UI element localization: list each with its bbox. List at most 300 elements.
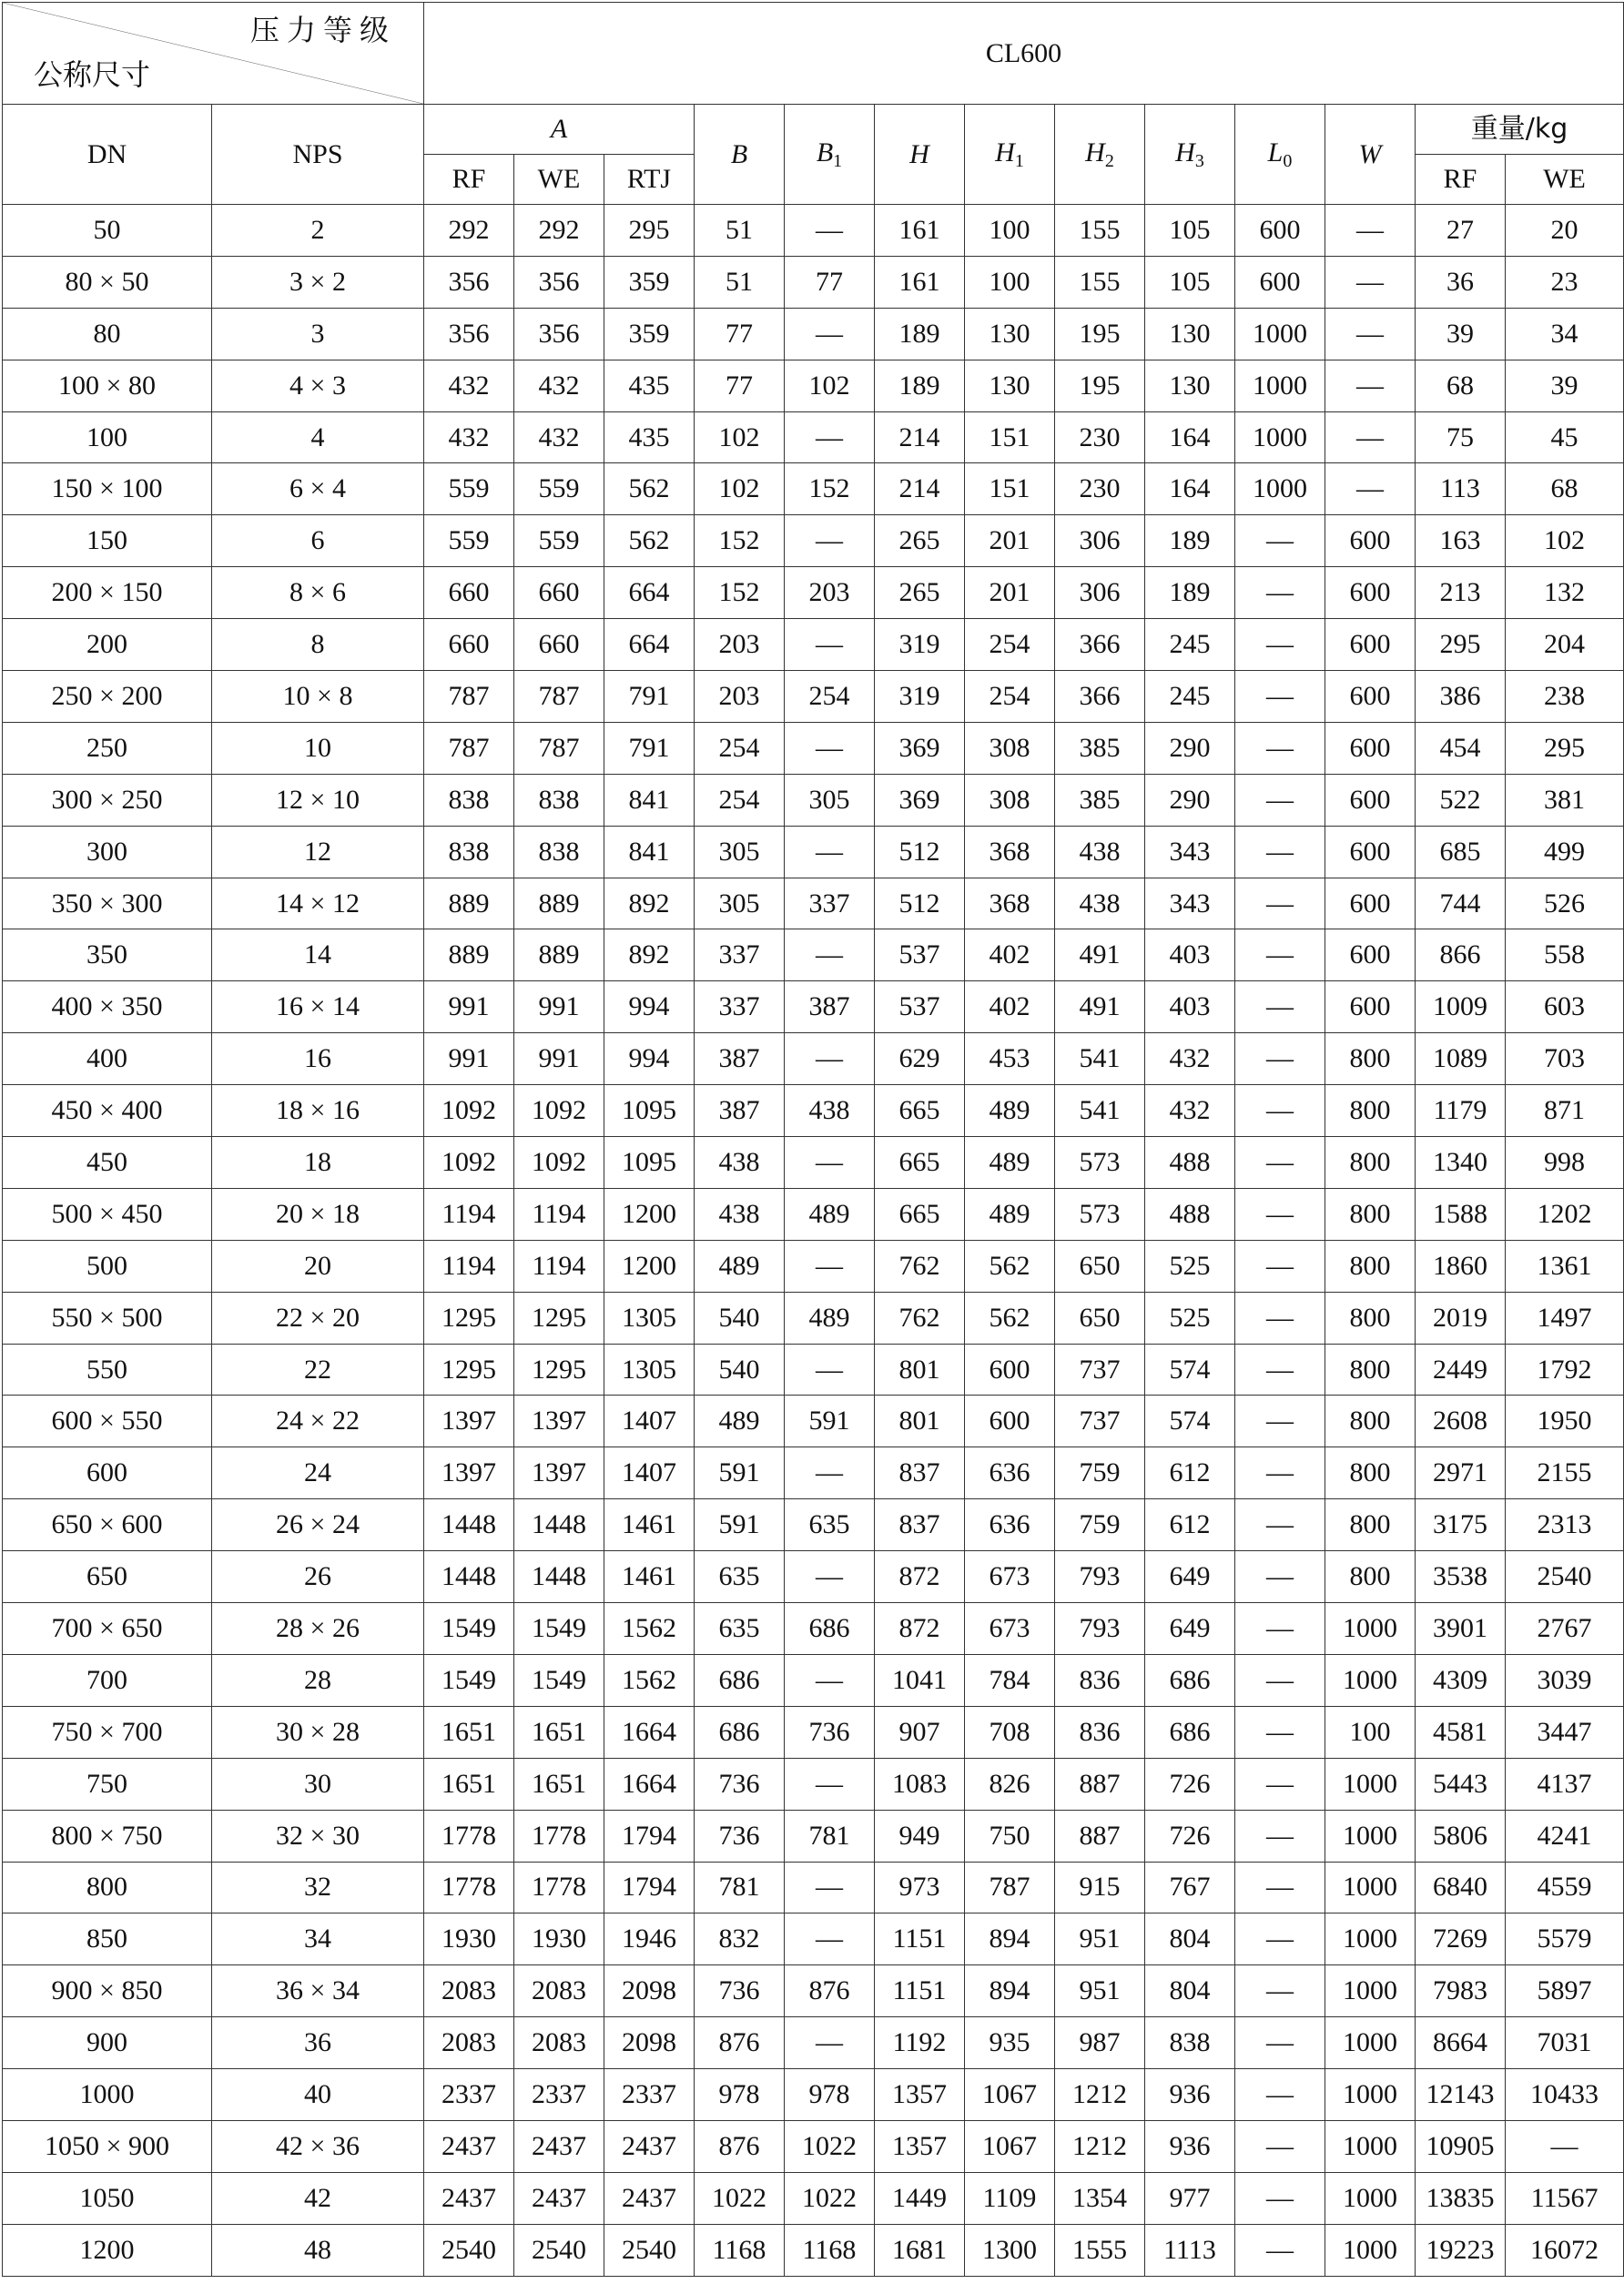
weight-header: 重量/kg: [1416, 105, 1624, 155]
cell-a-rtj: 1305: [604, 1292, 695, 1344]
cell-b1: 781: [785, 1810, 875, 1862]
cell-l0: 1000: [1235, 463, 1325, 515]
cell-a-we: 787: [514, 722, 604, 774]
cell-a-rtj: 841: [604, 826, 695, 878]
cell-a-rf: 559: [424, 463, 514, 515]
cell-h: 512: [875, 878, 965, 929]
cell-h: 1151: [875, 1913, 965, 1965]
cell-weight-rf: 2608: [1416, 1396, 1506, 1447]
cell-h2: 1212: [1055, 2120, 1145, 2172]
cell-w: 800: [1325, 1396, 1416, 1447]
cell-a-rtj: 1794: [604, 1810, 695, 1862]
table-row: [3, 1499, 1624, 1551]
cell-weight-we: 16072: [1506, 2224, 1624, 2276]
cell-nps: 48: [212, 2224, 424, 2276]
cell-dn: 300 × 250: [3, 774, 212, 826]
cell-dn: 1000: [3, 2069, 212, 2121]
cell-weight-rf: 522: [1416, 774, 1506, 826]
cell-a-rtj: 1095: [604, 1085, 695, 1137]
cell-h2: 438: [1055, 878, 1145, 929]
cell-a-rf: 2437: [424, 2120, 514, 2172]
cell-h2: 915: [1055, 1862, 1145, 1913]
table-row: [3, 1188, 1624, 1240]
nps-header: NPS: [212, 105, 424, 205]
cell-w: —: [1325, 360, 1416, 411]
cell-a-rtj: 1461: [604, 1551, 695, 1603]
cell-h1: 254: [965, 619, 1055, 671]
cell-w: 1000: [1325, 2017, 1416, 2069]
cell-b: 686: [695, 1706, 785, 1758]
cell-a-we: 1295: [514, 1344, 604, 1396]
cell-nps: 34: [212, 1913, 424, 1965]
cell-h2: 836: [1055, 1706, 1145, 1758]
cell-a-rf: 1194: [424, 1240, 514, 1292]
cell-a-we: 889: [514, 878, 604, 929]
cell-weight-rf: 2971: [1416, 1447, 1506, 1499]
cell-w: 1000: [1325, 2172, 1416, 2224]
cell-h1: 894: [965, 1913, 1055, 1965]
cell-dn: 1050: [3, 2172, 212, 2224]
cell-w: 600: [1325, 878, 1416, 929]
cell-a-rtj: 1305: [604, 1344, 695, 1396]
cell-h1: 750: [965, 1810, 1055, 1862]
cell-h3: 525: [1145, 1292, 1235, 1344]
cell-h1: 826: [965, 1758, 1055, 1810]
dimension-table: [2, 2, 1624, 2277]
cell-a-rtj: 1461: [604, 1499, 695, 1551]
cell-w: 1000: [1325, 2224, 1416, 2276]
cell-h1: 100: [965, 256, 1055, 308]
cell-a-we: 1194: [514, 1188, 604, 1240]
cell-a-rf: 991: [424, 981, 514, 1033]
cell-b: 203: [695, 619, 785, 671]
cell-h2: 1555: [1055, 2224, 1145, 2276]
cell-w: 800: [1325, 1447, 1416, 1499]
cell-l0: —: [1235, 1033, 1325, 1085]
cell-weight-we: 998: [1506, 1137, 1624, 1189]
cell-h2: 385: [1055, 722, 1145, 774]
cell-h3: 488: [1145, 1137, 1235, 1189]
cell-l0: —: [1235, 567, 1325, 619]
cell-b: 978: [695, 2069, 785, 2121]
cell-h2: 951: [1055, 1965, 1145, 2017]
cell-b1: —: [785, 1862, 875, 1913]
cell-a-we: 2540: [514, 2224, 604, 2276]
cell-h2: 759: [1055, 1447, 1145, 1499]
cell-h3: 838: [1145, 2017, 1235, 2069]
h2-header: $H_2$: [1055, 105, 1145, 205]
cell-a-we: 1092: [514, 1085, 604, 1137]
cell-a-rtj: 1664: [604, 1706, 695, 1758]
cell-weight-we: 2155: [1506, 1447, 1624, 1499]
cell-h2: 491: [1055, 981, 1145, 1033]
cell-nps: 26: [212, 1551, 424, 1603]
cell-a-rf: 889: [424, 929, 514, 981]
cell-weight-we: 34: [1506, 308, 1624, 360]
table-row: [3, 1810, 1624, 1862]
cell-h: 214: [875, 463, 965, 515]
cell-w: 1000: [1325, 1913, 1416, 1965]
cell-b: 736: [695, 1758, 785, 1810]
cell-a-rf: 1549: [424, 1654, 514, 1706]
cell-b1: 736: [785, 1706, 875, 1758]
cell-h2: 438: [1055, 826, 1145, 878]
cell-b: 51: [695, 205, 785, 257]
cell-weight-rf: 19223: [1416, 2224, 1506, 2276]
cell-h3: 130: [1145, 360, 1235, 411]
cell-h: 907: [875, 1706, 965, 1758]
cell-dn: 150: [3, 515, 212, 567]
cell-a-rf: 787: [424, 722, 514, 774]
cell-a-we: 292: [514, 205, 604, 257]
cell-h: 319: [875, 671, 965, 723]
cell-b: 203: [695, 671, 785, 723]
cell-l0: —: [1235, 1965, 1325, 2017]
table-row: [3, 929, 1624, 981]
cell-a-rtj: 1562: [604, 1654, 695, 1706]
cell-h: 629: [875, 1033, 965, 1085]
header-row-2: [3, 105, 1624, 155]
cell-a-rf: 2540: [424, 2224, 514, 2276]
cell-w: 1000: [1325, 2069, 1416, 2121]
cell-weight-we: 7031: [1506, 2017, 1624, 2069]
table-row: [3, 567, 1624, 619]
cell-l0: —: [1235, 774, 1325, 826]
cell-b: 540: [695, 1292, 785, 1344]
cell-weight-we: 3039: [1506, 1654, 1624, 1706]
cell-b1: 152: [785, 463, 875, 515]
cell-a-we: 2083: [514, 2017, 604, 2069]
cell-h1: 600: [965, 1344, 1055, 1396]
cell-dn: 400: [3, 1033, 212, 1085]
cell-b1: —: [785, 515, 875, 567]
cell-a-rf: 660: [424, 619, 514, 671]
h3-header: $H_3$: [1145, 105, 1235, 205]
cell-a-we: 660: [514, 619, 604, 671]
cell-a-rf: 1448: [424, 1551, 514, 1603]
cell-h: 762: [875, 1292, 965, 1344]
cell-h3: 1113: [1145, 2224, 1235, 2276]
cell-h1: 151: [965, 463, 1055, 515]
cell-h2: 491: [1055, 929, 1145, 981]
cell-b: 876: [695, 2120, 785, 2172]
header-row-1: [3, 3, 1624, 105]
cell-weight-rf: 213: [1416, 567, 1506, 619]
cell-weight-we: 381: [1506, 774, 1624, 826]
cell-nps: 22: [212, 1344, 424, 1396]
cell-l0: —: [1235, 619, 1325, 671]
cell-h1: 787: [965, 1862, 1055, 1913]
cell-h1: 784: [965, 1654, 1055, 1706]
cell-l0: —: [1235, 671, 1325, 723]
a-header: A: [424, 105, 695, 155]
cell-h2: 887: [1055, 1810, 1145, 1862]
cell-h: 665: [875, 1188, 965, 1240]
cell-weight-we: 1202: [1506, 1188, 1624, 1240]
cell-h3: 649: [1145, 1603, 1235, 1655]
cell-a-rf: 1651: [424, 1706, 514, 1758]
table-row: [3, 722, 1624, 774]
cell-h1: 402: [965, 929, 1055, 981]
cell-dn: 250: [3, 722, 212, 774]
cell-h2: 155: [1055, 205, 1145, 257]
cell-a-we: 991: [514, 981, 604, 1033]
cell-a-rtj: 1664: [604, 1758, 695, 1810]
cell-h1: 636: [965, 1499, 1055, 1551]
cell-b1: —: [785, 205, 875, 257]
cell-nps: 28: [212, 1654, 424, 1706]
cell-h1: 562: [965, 1292, 1055, 1344]
cell-h1: 201: [965, 515, 1055, 567]
cell-w: 600: [1325, 619, 1416, 671]
cell-b1: 1168: [785, 2224, 875, 2276]
cell-h2: 759: [1055, 1499, 1145, 1551]
cell-w: 800: [1325, 1240, 1416, 1292]
cell-a-rtj: 1200: [604, 1240, 695, 1292]
cell-b: 736: [695, 1810, 785, 1862]
cell-nps: 32: [212, 1862, 424, 1913]
cell-w: 1000: [1325, 2120, 1416, 2172]
cell-a-we: 559: [514, 463, 604, 515]
cell-a-rtj: 562: [604, 515, 695, 567]
cell-weight-rf: 68: [1416, 360, 1506, 411]
cell-a-rtj: 1562: [604, 1603, 695, 1655]
cell-h3: 977: [1145, 2172, 1235, 2224]
cell-l0: 600: [1235, 256, 1325, 308]
cell-w: —: [1325, 256, 1416, 308]
cell-a-we: 889: [514, 929, 604, 981]
cell-dn: 80 × 50: [3, 256, 212, 308]
cell-l0: —: [1235, 1240, 1325, 1292]
cell-h2: 573: [1055, 1137, 1145, 1189]
cell-weight-we: 2767: [1506, 1603, 1624, 1655]
cell-h2: 306: [1055, 515, 1145, 567]
cell-h3: 290: [1145, 774, 1235, 826]
cell-b: 51: [695, 256, 785, 308]
cell-b: 489: [695, 1240, 785, 1292]
cell-h: 872: [875, 1551, 965, 1603]
cell-h3: 488: [1145, 1188, 1235, 1240]
cell-w: 1000: [1325, 1810, 1416, 1862]
cell-h1: 308: [965, 722, 1055, 774]
cell-h1: 453: [965, 1033, 1055, 1085]
cell-weight-we: 871: [1506, 1085, 1624, 1137]
cell-h3: 574: [1145, 1344, 1235, 1396]
cell-b: 387: [695, 1033, 785, 1085]
cell-nps: 6 × 4: [212, 463, 424, 515]
cell-h: 369: [875, 774, 965, 826]
cell-a-rtj: 791: [604, 722, 695, 774]
cell-h: 319: [875, 619, 965, 671]
cell-b: 337: [695, 981, 785, 1033]
cell-a-we: 1651: [514, 1706, 604, 1758]
cell-h2: 836: [1055, 1654, 1145, 1706]
cell-a-rf: 1930: [424, 1913, 514, 1965]
cell-dn: 650 × 600: [3, 1499, 212, 1551]
cell-h2: 650: [1055, 1240, 1145, 1292]
cell-weight-we: 5579: [1506, 1913, 1624, 1965]
cell-a-we: 2437: [514, 2172, 604, 2224]
cell-h3: 343: [1145, 826, 1235, 878]
cell-h2: 737: [1055, 1396, 1145, 1447]
cell-weight-rf: 685: [1416, 826, 1506, 878]
cell-weight-rf: 1179: [1416, 1085, 1506, 1137]
cell-dn: 650: [3, 1551, 212, 1603]
cell-w: 600: [1325, 826, 1416, 878]
cell-h3: 612: [1145, 1447, 1235, 1499]
table-row: [3, 1344, 1624, 1396]
cell-h2: 195: [1055, 308, 1145, 360]
cell-a-rtj: 664: [604, 619, 695, 671]
cell-weight-rf: 1340: [1416, 1137, 1506, 1189]
table-row: [3, 1033, 1624, 1085]
cell-b: 832: [695, 1913, 785, 1965]
cell-l0: —: [1235, 722, 1325, 774]
table-row: [3, 619, 1624, 671]
cell-b1: —: [785, 619, 875, 671]
cell-h1: 254: [965, 671, 1055, 723]
cell-a-we: 1549: [514, 1603, 604, 1655]
cell-h3: 432: [1145, 1085, 1235, 1137]
cell-weight-rf: 2449: [1416, 1344, 1506, 1396]
cell-a-rf: 1778: [424, 1862, 514, 1913]
cell-a-rf: 1092: [424, 1137, 514, 1189]
cell-a-rf: 1397: [424, 1447, 514, 1499]
cell-nps: 32 × 30: [212, 1810, 424, 1862]
cell-h2: 541: [1055, 1033, 1145, 1085]
cell-a-rf: 1194: [424, 1188, 514, 1240]
cell-weight-rf: 4309: [1416, 1654, 1506, 1706]
table-row: [3, 1965, 1624, 2017]
cell-l0: —: [1235, 2017, 1325, 2069]
table-row: [3, 774, 1624, 826]
cell-dn: 600: [3, 1447, 212, 1499]
cell-h3: 105: [1145, 205, 1235, 257]
cell-h3: 574: [1145, 1396, 1235, 1447]
cell-b1: 305: [785, 774, 875, 826]
cell-dn: 200: [3, 619, 212, 671]
cell-b: 438: [695, 1137, 785, 1189]
cell-h: 265: [875, 515, 965, 567]
table-row: [3, 1137, 1624, 1189]
cell-b: 438: [695, 1188, 785, 1240]
cell-h2: 1354: [1055, 2172, 1145, 2224]
cell-h1: 894: [965, 1965, 1055, 2017]
cell-h3: 245: [1145, 671, 1235, 723]
cell-weight-rf: 454: [1416, 722, 1506, 774]
cell-l0: —: [1235, 981, 1325, 1033]
cell-nps: 16 × 14: [212, 981, 424, 1033]
cell-h3: 164: [1145, 411, 1235, 463]
cell-l0: —: [1235, 878, 1325, 929]
table-row: [3, 1447, 1624, 1499]
cell-h: 1083: [875, 1758, 965, 1810]
cell-h3: 936: [1145, 2069, 1235, 2121]
cell-nps: 42: [212, 2172, 424, 2224]
cell-b1: 438: [785, 1085, 875, 1137]
cell-weight-rf: 113: [1416, 463, 1506, 515]
table-row: [3, 671, 1624, 723]
cell-weight-rf: 5806: [1416, 1810, 1506, 1862]
cell-h3: 290: [1145, 722, 1235, 774]
cell-w: 800: [1325, 1292, 1416, 1344]
cell-l0: —: [1235, 1344, 1325, 1396]
cell-a-we: 1930: [514, 1913, 604, 1965]
cell-nps: 4 × 3: [212, 360, 424, 411]
cell-nps: 14: [212, 929, 424, 981]
cell-b: 102: [695, 463, 785, 515]
cell-b1: —: [785, 1913, 875, 1965]
cell-h1: 673: [965, 1551, 1055, 1603]
cell-h1: 201: [965, 567, 1055, 619]
cell-b: 736: [695, 1965, 785, 2017]
table-row: [3, 981, 1624, 1033]
cell-l0: —: [1235, 2172, 1325, 2224]
cell-h3: 432: [1145, 1033, 1235, 1085]
cell-l0: —: [1235, 826, 1325, 878]
cell-a-rtj: 994: [604, 981, 695, 1033]
cell-nps: 10: [212, 722, 424, 774]
cell-l0: —: [1235, 1551, 1325, 1603]
cell-weight-rf: 386: [1416, 671, 1506, 723]
cell-b: 635: [695, 1551, 785, 1603]
cell-h2: 650: [1055, 1292, 1145, 1344]
cell-a-we: 1194: [514, 1240, 604, 1292]
cell-h: 949: [875, 1810, 965, 1862]
cell-h3: 105: [1145, 256, 1235, 308]
cell-weight-rf: 7269: [1416, 1913, 1506, 1965]
cell-a-we: 1295: [514, 1292, 604, 1344]
a-rtj-header: RTJ: [604, 155, 695, 205]
cell-nps: 20: [212, 1240, 424, 1292]
cell-w: 600: [1325, 774, 1416, 826]
cell-b: 686: [695, 1654, 785, 1706]
cell-a-rtj: 435: [604, 360, 695, 411]
cell-h: 1681: [875, 2224, 965, 2276]
cell-weight-rf: 6840: [1416, 1862, 1506, 1913]
cell-a-we: 1448: [514, 1551, 604, 1603]
cell-h1: 130: [965, 360, 1055, 411]
cell-h3: 804: [1145, 1913, 1235, 1965]
cell-a-we: 660: [514, 567, 604, 619]
cell-h1: 1300: [965, 2224, 1055, 2276]
cell-h3: 726: [1145, 1758, 1235, 1810]
cell-h2: 195: [1055, 360, 1145, 411]
cell-nps: 26 × 24: [212, 1499, 424, 1551]
cell-h1: 368: [965, 826, 1055, 878]
cell-a-we: 1448: [514, 1499, 604, 1551]
cell-weight-rf: 7983: [1416, 1965, 1506, 2017]
table-row: [3, 1758, 1624, 1810]
cell-a-we: 1092: [514, 1137, 604, 1189]
cell-b: 152: [695, 515, 785, 567]
cell-weight-we: 23: [1506, 256, 1624, 308]
cell-a-rf: 2337: [424, 2069, 514, 2121]
cell-l0: —: [1235, 929, 1325, 981]
table-row: [3, 360, 1624, 411]
cell-b1: —: [785, 1137, 875, 1189]
cell-h: 161: [875, 256, 965, 308]
cell-l0: —: [1235, 1758, 1325, 1810]
cell-b1: —: [785, 929, 875, 981]
cell-w: 600: [1325, 981, 1416, 1033]
cell-a-rf: 559: [424, 515, 514, 567]
cell-h2: 230: [1055, 463, 1145, 515]
cell-l0: —: [1235, 1810, 1325, 1862]
cell-h2: 737: [1055, 1344, 1145, 1396]
cell-b: 635: [695, 1603, 785, 1655]
cell-nps: 30 × 28: [212, 1706, 424, 1758]
